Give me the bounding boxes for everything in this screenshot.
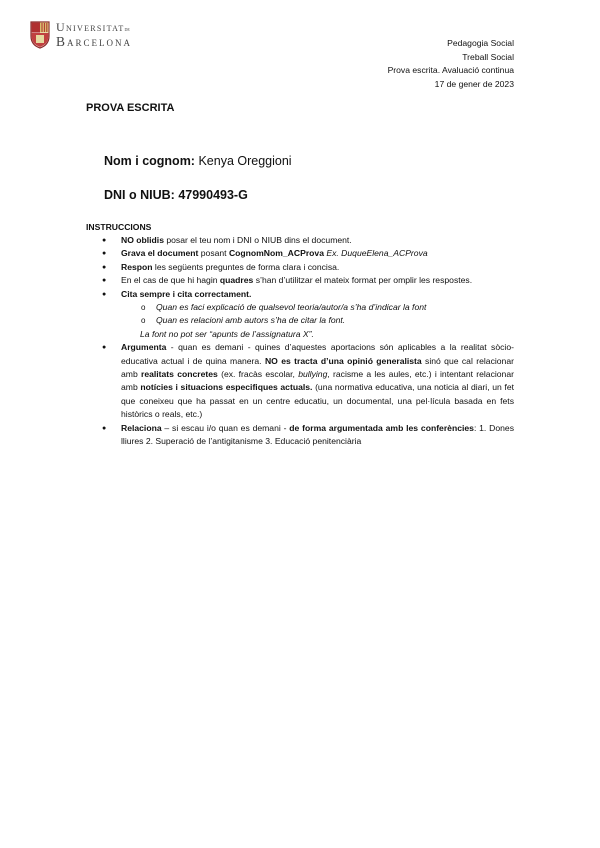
dni-value: 47990493-G bbox=[178, 188, 248, 202]
list-item: ● Relaciona – si escau i/o quan es demani - de forma argumentada amb les conferències: 1. Dones lliures 2. Superació de l’antigitanisme 3. Educació penitenciària bbox=[86, 422, 514, 449]
list-item: ● Respon les següents preguntes de forma clara i concisa. bbox=[86, 261, 514, 274]
list-item: ● Argumenta - quan es demani - quines d’aquestes aportacions són aplicables a la realitat sòcio-educativa actual i de quina manera. NO es tracta d’una opinió generalista sinó que cal relacionar amb realitats concretes (ex. fracàs escolar, bullying, racisme a les aules, etc.) i intentant relacionar amb notícies i situacions especifiques actuals. (una normativa educativa, una noticia al diari, un fet que coneixeu que ha passat en un centre educatiu, un documental, una pel·lícula basada en fets històrics o reals, etc.) bbox=[86, 341, 514, 421]
logo-line1-small: de bbox=[124, 27, 130, 34]
university-logo bbox=[30, 21, 132, 49]
instructions-list bbox=[86, 234, 514, 449]
name-value: Kenya Oreggioni bbox=[198, 154, 292, 168]
list-item: ● En el cas de que hi hagin quadres s’han d’utilitzar el mateix format per omplir les respostes. bbox=[86, 274, 514, 287]
list-item: ● NO oblidis posar el teu nom i DNI o NIUB dins el document. bbox=[86, 234, 514, 247]
instructions-heading: INSTRUCCIONS bbox=[86, 222, 152, 232]
logo-line2: Barcelona bbox=[56, 34, 133, 50]
university-shield-icon bbox=[30, 21, 50, 49]
logo-line1: Universitat bbox=[56, 20, 125, 35]
dni-field bbox=[104, 188, 248, 202]
sub-list-item: o Quan es relacioni amb autors s’ha de citar la font. bbox=[86, 314, 514, 327]
meta-exam-type: Prova escrita. Avaluació continua bbox=[387, 65, 514, 75]
meta-date: 17 de gener de 2023 bbox=[434, 78, 514, 89]
list-item: ● Grava el document posant CognomNom_ACProva Ex. DuqueElena_ACProva bbox=[86, 247, 514, 260]
meta-work: Treball Social bbox=[462, 51, 514, 62]
dni-label: DNI o NIUB: bbox=[104, 188, 175, 202]
meta-subject: Pedagogia Social bbox=[447, 38, 514, 48]
name-field bbox=[104, 154, 292, 168]
page-title: PROVA ESCRITA bbox=[86, 102, 175, 114]
citation-note: La font no pot ser “apunts de l’assignatura X”. bbox=[140, 328, 314, 339]
sub-list-item: o Quan es faci explicació de qualsevol teoria/autor/a s’ha d’indicar la font bbox=[86, 301, 514, 314]
header-meta bbox=[388, 37, 514, 91]
list-item: ● Cita sempre i cita correctament. bbox=[86, 288, 514, 301]
name-label: Nom i cognom: bbox=[104, 154, 195, 168]
